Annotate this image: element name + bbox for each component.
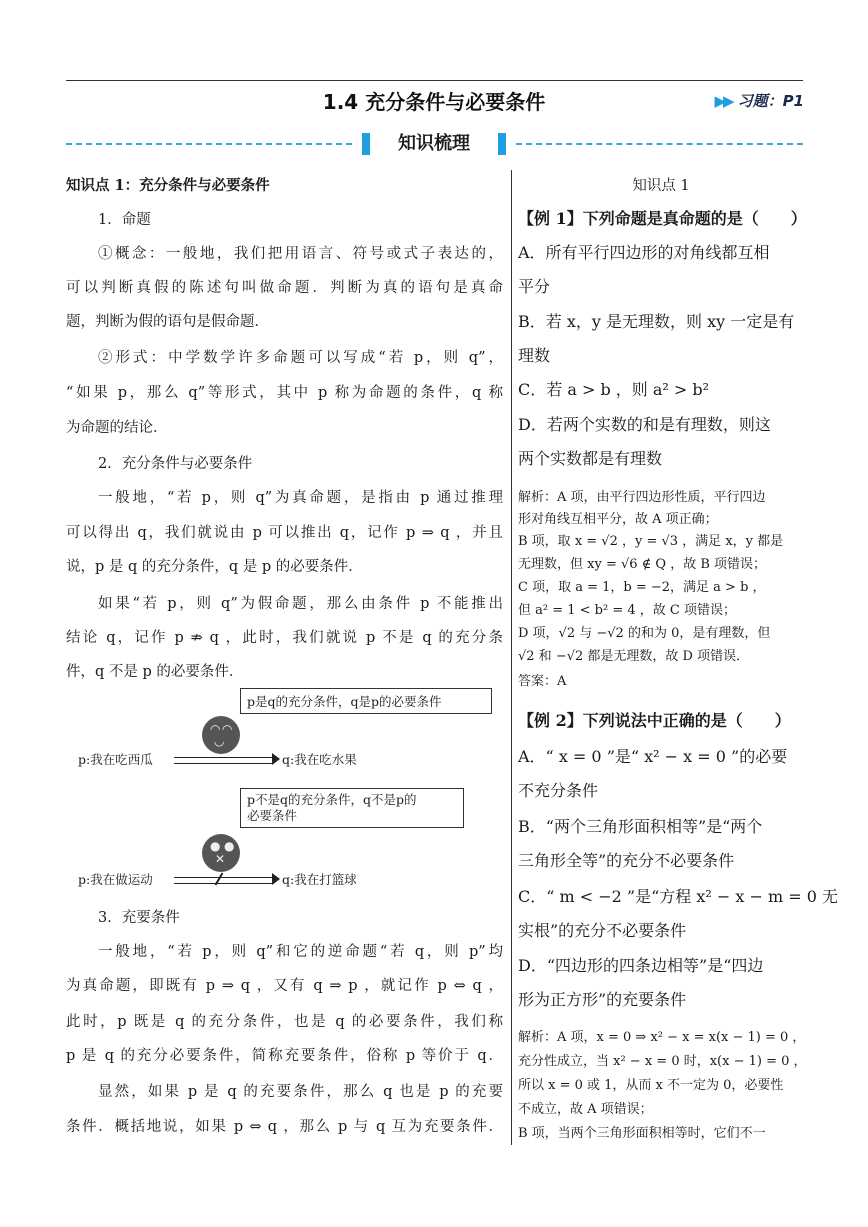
example-line: C．若 a > b ，则 a² > b² (518, 380, 710, 399)
conclusion-q-label: q:我在打篮球 (282, 872, 357, 887)
not-sufficient-diagram (66, 784, 503, 894)
not-implies-arrow (174, 877, 272, 884)
paragraph-line: 为真命题，即既有 p ⇒ q ，又有 q ⇒ p ，就记作 p ⇔ q ， (66, 978, 503, 994)
section-heading (362, 130, 506, 158)
column-divider (511, 170, 512, 1145)
answer-line: 答案：A (518, 674, 567, 689)
example-line: A．所有平行四边形的对角线都互相 (518, 243, 770, 262)
solution-line: 解析：A 项，由平行四边形性质，平行四边 (518, 490, 766, 505)
practice-label: 习题：P1 (737, 92, 804, 110)
solution-line: 不成立，故 A 项错误； (518, 1102, 653, 1117)
paragraph-line: 题，判断为假的语句是假命题． (66, 314, 269, 330)
double-arrow-icon: ▶▶ (714, 92, 732, 110)
example-line: B．若 x，y 是无理数，则 xy 一定是有 (518, 312, 795, 331)
paragraph-line: 可以得出 q，我们就说由 p 可以推出 q，记作 p ⇒ q ，并且 (66, 525, 503, 541)
solution-line: 解析：A 项，x = 0 ⇒ x² − x = x(x − 1) = 0 ， (518, 1030, 806, 1045)
cross-face-icon: ● ● ✕ (202, 834, 240, 872)
section-heading-text: 知识梳理 (398, 133, 470, 154)
example-line: 【例 1】下列命题是真命题的是（ ） (518, 209, 807, 228)
solution-line: 无理数，但 xy = √6 ∉ Q ，故 B 项错误； (518, 557, 767, 572)
bubble-line: 必要条件 (247, 808, 298, 823)
paragraph-line: ①概念：一般地，我们把用语言、符号或式子表达的， (98, 246, 503, 262)
paragraph-line: p 是 q 的充分必要条件，简称充要条件，俗称 p 等价于 q． (66, 1048, 503, 1064)
conclusion-q-label: q:我在吃水果 (282, 752, 357, 767)
example-line: 形为正方形”的充要条件 (518, 990, 687, 1009)
top-rule (66, 80, 803, 81)
practice-reference (714, 90, 804, 111)
paragraph-line: 一般地，“若 p，则 q”为真命题，是指由 p 通过推理 (98, 490, 503, 506)
paragraph-line: 显然，如果 p 是 q 的充要条件，那么 q 也是 p 的充要 (98, 1084, 503, 1100)
example-line: A．“ x = 0 ”是“ x² − x = 0 ”的必要 (518, 747, 788, 766)
section-dash-right (516, 143, 803, 145)
paragraph-line: 可以判断真假的陈述句叫做命题．判断为真的语句是真命 (66, 280, 503, 296)
sufficient-condition-diagram (66, 684, 503, 774)
section-bar-icon (498, 133, 506, 155)
solution-line: B 项，当两个三角形面积相等时，它们不一 (518, 1126, 766, 1141)
paragraph-line: 如果“若 p，则 q”为假命题，那么由条件 p 不能推出 (98, 596, 503, 612)
example-line: C．“ m < −2 ”是“方程 x² − x − m = 0 无 (518, 887, 839, 906)
example-line: D．“四边形的四条边相等”是“四边 (518, 956, 764, 975)
example-line: B．“两个三角形面积相等”是“两个 (518, 817, 763, 836)
smiling-face-icon: ◠ ◠ ◡ (202, 716, 240, 754)
example-line: 【例 2】下列说法中正确的是（ ） (518, 711, 791, 730)
paragraph-line: 结论 q，记作 p ⇏ q ，此时，我们就说 p 不是 q 的充分条 (66, 630, 503, 646)
example-line: 实根”的充分不必要条件 (518, 921, 687, 940)
solution-line: 充分性成立，当 x² − x = 0 时，x(x − 1) = 0 ， (518, 1054, 807, 1069)
section-bar-icon (362, 133, 370, 155)
paragraph-line: 条件．概括地说，如果 p ⇔ q ，那么 p 与 q 互为充要条件． (66, 1119, 503, 1135)
paragraph-line: 件，q 不是 p 的必要条件． (66, 664, 244, 680)
knowledge-point-title: 知识点 1：充分条件与必要条件 (66, 177, 270, 194)
solution-line: 但 a² = 1 < b² = 4 ，故 C 项错误； (518, 603, 736, 618)
item-heading: 1．命题 (98, 212, 151, 228)
example-line: 平分 (518, 277, 551, 296)
solution-line: √2 和 −√2 都是无理数，故 D 项错误． (518, 649, 750, 664)
example-line: 三角形全等”的充分不必要条件 (518, 851, 735, 870)
paragraph-line: 为命题的结论． (66, 420, 168, 436)
solution-line: D 项，√2 与 −√2 的和为 0，是有理数，但 (518, 626, 771, 641)
item-heading: 2．充分条件与必要条件 (98, 456, 253, 472)
bubble-line: p不是q的充分条件，q不是p的 (247, 792, 417, 807)
example-line: 理数 (518, 346, 551, 365)
solution-line: 所以 x = 0 或 1，从而 x 不一定为 0，必要性 (518, 1078, 784, 1093)
section-dash-left (66, 143, 352, 145)
example-line: 两个实数都是有理数 (518, 449, 663, 468)
solution-line: B 项，取 x = √2 ，y = √3 ，满足 x，y 都是 (518, 534, 784, 549)
example-line: D．若两个实数的和是有理数，则这 (518, 415, 771, 434)
knowledge-point-label: 知识点 1 (632, 178, 690, 194)
implies-arrow (174, 757, 272, 764)
page-title: 1.4 充分条件与必要条件 (322, 90, 546, 114)
paragraph-line: 说，p 是 q 的充分条件，q 是 p 的必要条件． (66, 559, 363, 575)
solution-line: C 项，取 a = 1，b = −2，满足 a > b ， (518, 580, 766, 595)
item-heading: 3．充要条件 (98, 910, 180, 926)
paragraph-line: 一般地，“若 p，则 q”和它的逆命题“若 q，则 p”均 (98, 944, 503, 960)
condition-p-label: p:我在做运动 (78, 872, 153, 887)
paragraph-line: ②形式：中学数学许多命题可以写成“若 p，则 q”， (98, 350, 503, 366)
paragraph-line: 此时，p 既是 q 的充分条件，也是 q 的必要条件，我们称 (66, 1014, 503, 1030)
condition-p-label: p:我在吃西瓜 (78, 752, 153, 767)
example-line: 不充分条件 (518, 781, 599, 800)
speech-bubble: p是q的充分条件，q是p的必要条件 (240, 688, 492, 714)
paragraph-line: “如果 p，那么 q”等形式，其中 p 称为命题的条件，q 称 (66, 385, 503, 401)
speech-bubble (240, 788, 464, 828)
solution-line: 形对角线互相平分，故 A 项正确； (518, 512, 718, 527)
